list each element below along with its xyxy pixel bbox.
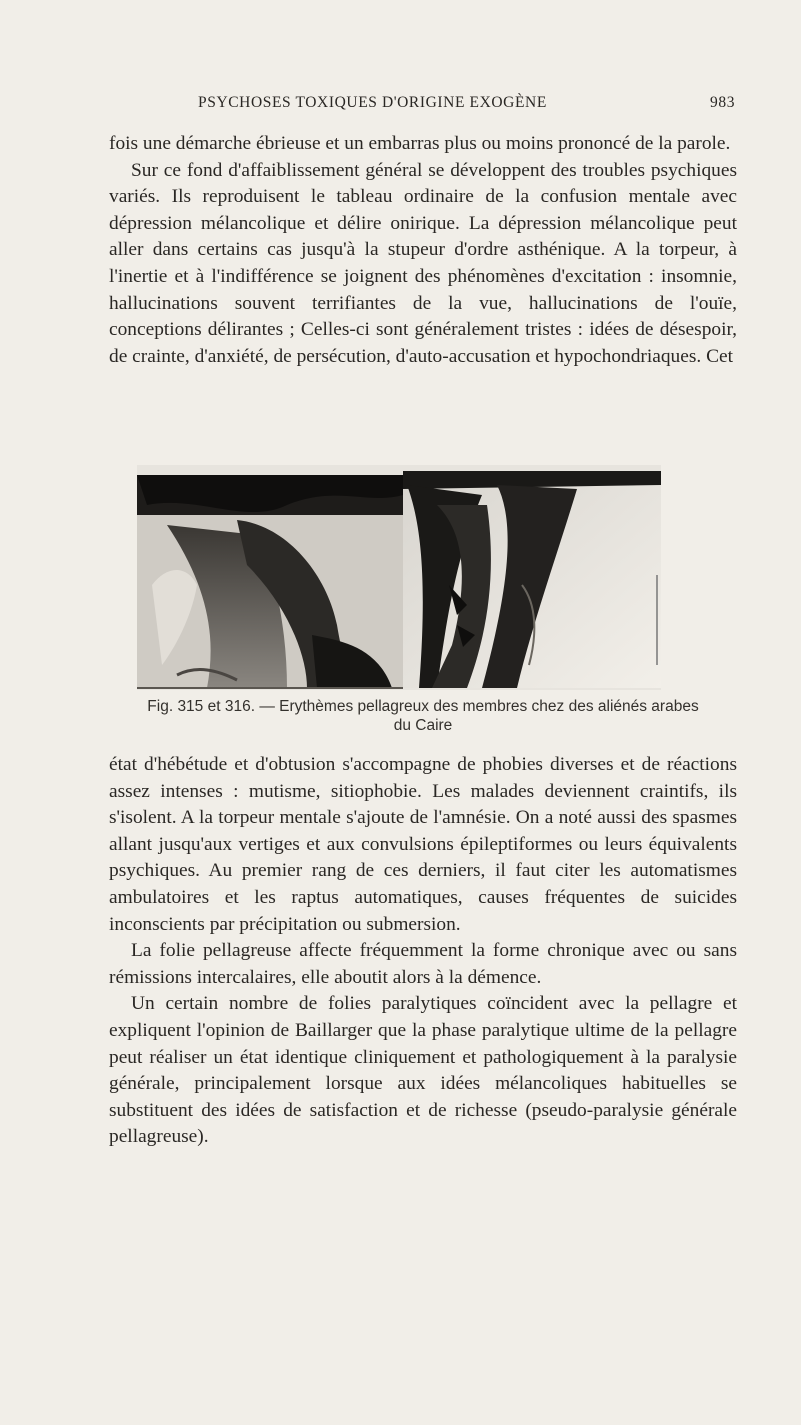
text-block-top — [109, 131, 737, 370]
figure-caption — [109, 697, 737, 735]
paragraph: Un certain nombre de folies paralytiques coïncident avec la pellagre et expliquent l'opinion de Baillarger que la phase paralytique ultime de la pellagre peut réaliser un état identique cliniquement et pathologiquement à la paralysie générale, principalement lorsque aux idées mélancoliques habituelles se substituent des idées de satisfaction et de richesse (pseudo-paralysie générale pellagreuse). — [109, 993, 737, 1148]
paragraph: La folie pellagreuse affecte fréquemment la forme chronique avec ou sans rémissions intercalaires, elle aboutit alors à la démence. — [109, 940, 737, 988]
paragraph: état d'hébétude et d'obtusion s'accompagne de phobies diverses et de réactions assez intenses : mutisme, sitiophobie. Les malades deviennent craintifs, ils s'isolent. A la torpeur mentale s'ajoute de l'amnésie. On a noté aussi des spasmes allant jusqu'aux vertiges et aux convulsions épileptiformes ou leurs équivalents psychiques. Au premier rang de ces derniers, il faut citer les automatismes ambulatoires et les raptus automatiques, causes fréquentes de suicides inconscients par précipitation ou submersion. — [109, 754, 737, 935]
text-block-bottom — [109, 752, 737, 1151]
running-header — [0, 94, 801, 118]
caption-line: Fig. 315 et 316. — Erythèmes pellagreux des membres chez des aliénés arabes — [147, 698, 699, 715]
figure-image — [137, 465, 661, 690]
page-number: 983 — [710, 94, 736, 111]
running-title: PSYCHOSES TOXIQUES D'ORIGINE EXOGÈNE — [198, 94, 547, 111]
figure-316-photo — [403, 471, 661, 688]
paragraph: fois une démarche ébrieuse et un embarras plus ou moins prononcé de la parole. — [109, 133, 731, 154]
figure-315-photo — [137, 475, 403, 689]
caption-line: du Caire — [393, 717, 453, 734]
figure-photographs — [137, 465, 661, 690]
paragraph: Sur ce fond d'affaiblissement général se développent des troubles psychiques variés. Ils reproduisent le tableau ordinaire de la confusion mentale avec dépression mélancolique et délire onirique. La dépression mélancolique peut aller dans certains cas jusqu'à la stupeur d'ordre asthénique. A la torpeur, à l'inertie et à l'indifférence se joignent des phénomènes d'excitation : insomnie, hallucinations souvent terrifiantes de la vue, hallucinations de l'ouïe, conceptions délirantes ; Celles-ci sont généralement tristes : idées de désespoir, de crainte, d'anxiété, de persécution, d'auto-accusation et hypochondriaques. Cet — [109, 159, 737, 367]
